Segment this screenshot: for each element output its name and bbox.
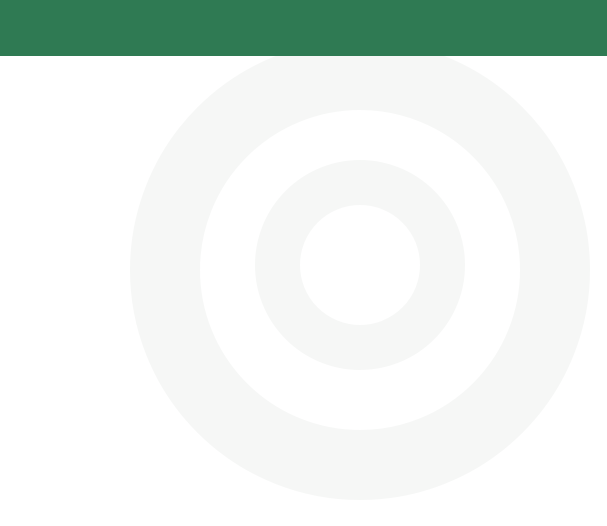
- table-body: [0, 56, 607, 526]
- header-oil-clearance: [522, 0, 607, 56]
- header-pairs-position: [138, 0, 216, 56]
- header-material: [62, 0, 138, 56]
- header-housing-minmax: [326, 40, 395, 56]
- header-shaft: [256, 0, 291, 40]
- header-part-no: [216, 0, 256, 56]
- header-wall-thickness: [395, 0, 462, 56]
- header-set-no: [0, 0, 62, 56]
- header-housing-diameter: [361, 0, 395, 40]
- header-width: [462, 0, 522, 56]
- header-shaft-minmax: [256, 40, 326, 56]
- header-housing: [326, 0, 361, 40]
- table-header: [0, 0, 607, 56]
- header-shaft-diameter: [291, 0, 326, 40]
